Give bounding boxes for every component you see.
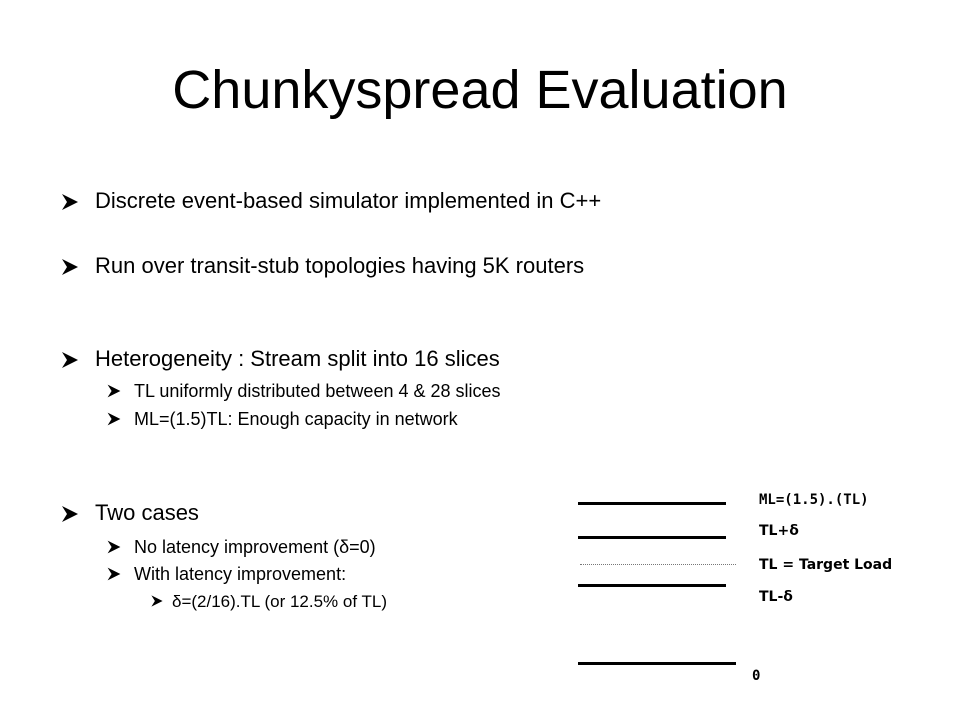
bullet-text: Two cases [95, 500, 199, 525]
zero-level-line [578, 662, 736, 665]
bullet-text: Heterogeneity : Stream split into 16 slices [95, 346, 500, 371]
tl-minus-level-line [578, 584, 726, 587]
bullet-text: Discrete event-based simulator implemented in C++ [95, 188, 602, 213]
tl-level-line [580, 564, 736, 565]
bullet-text: No latency improvement (δ=0) [134, 537, 376, 557]
zero-label: 0 [752, 668, 761, 684]
tl-label: TL = Target Load [759, 557, 893, 573]
tl-minus-label: TL-δ [759, 589, 793, 605]
bullet-text: ML=(1.5)TL: Enough capacity in network [134, 409, 458, 429]
ml-level-line [578, 502, 726, 505]
bullet-text: TL uniformly distributed between 4 & 28 slices [134, 381, 501, 401]
bullet-text: With latency improvement: [134, 564, 347, 584]
tl-plus-label: TL+δ [759, 523, 799, 539]
slide-title: Chunkyspread Evaluation [172, 60, 788, 120]
bullet-text: δ=(2/16).TL (or 12.5% of TL) [172, 592, 387, 611]
tl-plus-level-line [578, 536, 726, 539]
ml-label: ML=(1.5).(TL) [759, 492, 869, 508]
bullet-text: Run over transit-stub topologies having 5K routers [95, 253, 585, 278]
